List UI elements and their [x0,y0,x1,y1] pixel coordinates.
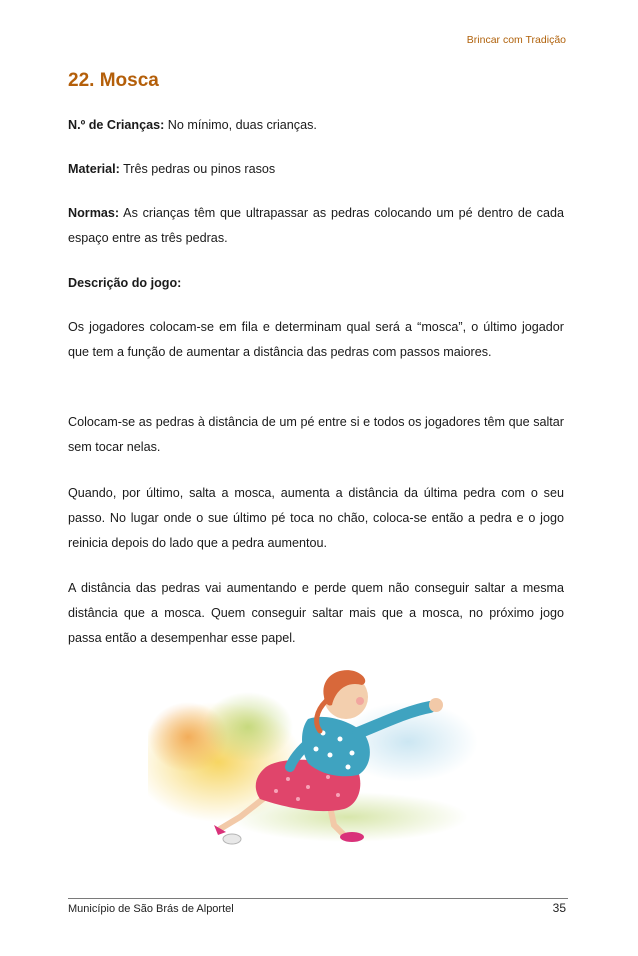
description-heading [68,271,564,296]
running-header: Brincar com Tradição [466,34,566,46]
field-rules-value: As crianças têm que ultrapassar as pedras colocando um pé dentro de cada espaço entre as três pedras. [68,206,564,245]
field-children-value: No mínimo, duas crianças. [167,118,317,132]
paragraph-4: A distância das pedras vai aumentando e perde quem não conseguir saltar a mesma distância que a mosca. Quem conseguir saltar mais que a mosca, no próximo jogo passa então a desempenhar esse papel. [68,581,564,645]
page-number: 35 [552,901,566,915]
field-rules-label: Normas: [68,206,120,220]
field-material-label: Material: [68,162,120,176]
footer-divider [68,898,568,899]
field-material-value: Três pedras ou pinos rasos [123,162,276,176]
field-rules [68,201,564,251]
footer-municipality: Município de São Brás de Alportel [68,903,234,915]
girl-jumping-illustration [148,667,496,857]
field-material [68,157,564,182]
paragraph-1: Os jogadores colocam-se em fila e determinam qual será a “mosca”, o último jogador que tem a função de aumentar a distância das pedras com passos maiores. [68,320,564,359]
field-children [68,113,564,138]
paragraph-3: Quando, por último, salta a mosca, aumenta a distância da última pedra com o seu passo. No lugar onde o sue último pé toca no chão, coloca-se então a pedra e o jogo reinicia depois do lado que a pedra aumentou. [68,486,564,550]
paragraph-2: Colocam-se as pedras à distância de um pé entre si e todos os jogadores têm que saltar sem tocar nelas. [68,415,564,454]
field-children-label: N.º de Crianças: [68,118,165,132]
description-heading-text: Descrição do jogo: [68,276,182,290]
page-title: 22. Mosca [68,70,159,91]
